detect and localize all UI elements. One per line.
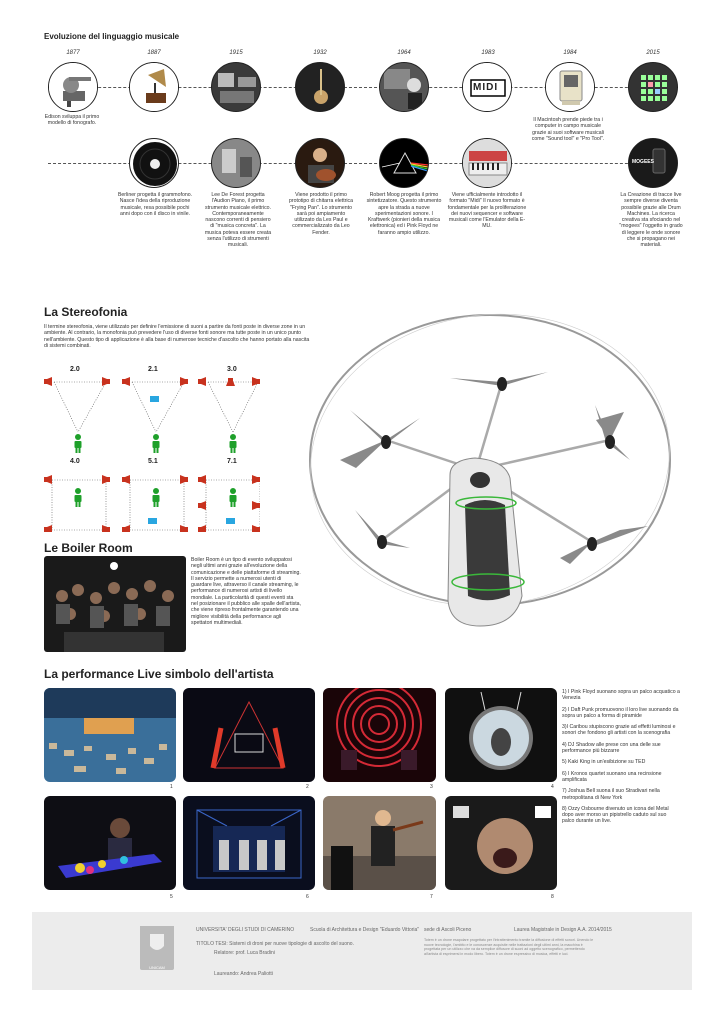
- dark-side-prism-image: [379, 138, 429, 188]
- footer-degree: Laurea Magistrale in Design A.A. 2014/2015: [514, 927, 612, 933]
- footer-abstract: Totem è un drone esapolare progettato per l'intrattenimento tramite la diffusione di effetti sonori. Unendo le nuove tecnologie, l'ambito e le conoscenze acquisite nelle trattazioni degli ultimi anni, la macchina è progettata per un utilizzo che va da semplice diffusore di suoni ad oggetto scenografico, permettendo all'artista di esprimersi in modo libero. Totem è un drone espressivo di musica, effetti e luci.: [424, 938, 594, 956]
- live-item: 3)I Caribou stupiscono grazie ad effetti luminosi e sonori che fondono gli artisti con la scenografia: [562, 724, 676, 737]
- emulator-image: [462, 138, 512, 188]
- caption-1887: Berliner progetta il grammofono. Nasce l'idea della riproduzione musicale, resa possibile pochi anni dopo con il disco in vinile.: [117, 192, 193, 217]
- live-photo-2: [183, 688, 315, 782]
- footer-student: Laureando: Andrea Paliotti: [214, 971, 273, 977]
- photo-number-1: 1: [170, 784, 173, 790]
- live-photo-7: [323, 796, 436, 890]
- config-7-1: 7.1: [227, 458, 237, 465]
- drum-machine-image: [628, 62, 678, 112]
- totem-drone-render: [300, 300, 690, 640]
- caption-1964: Robert Moog progetta il primo sintetizzatore. Questo strumento apre la strada a nuove sperimentazioni sonore. I Kraftwerk (pionieri della musica elettronica) ed i Pink Floyd ne faranno ampio utilizzo.: [366, 192, 442, 236]
- caption-1915: Lee De Forest progetta l'Audion Piano, il primo strumento musicale elettrico. Contemporaneamente nascono correnti di pensiero di "musica concreta". La musica poteva essere creata senza l'utilizzo di strumenti musicali.: [204, 192, 272, 249]
- live-photo-6: [183, 796, 315, 890]
- speaker-diagrams: [40, 362, 260, 532]
- year-1964: 1964: [397, 50, 411, 56]
- live-item: 2) I Daft Punk promuovono il loro live suonando da sopra un palco a forma di piramide: [562, 706, 679, 719]
- live-item-list: [562, 689, 680, 830]
- caption-1984: Il Macintosh prende piede tra i computer in campo musicale grazie ai suoi software musicali come "Sound tool" e "Pro Tool".: [531, 117, 605, 142]
- university-logo: [140, 926, 174, 970]
- photo-number-7: 7: [430, 894, 433, 900]
- live-title: La performance Live simbolo dell'artista: [44, 667, 274, 681]
- audion-piano-image: [211, 62, 261, 112]
- moog-image: [379, 62, 429, 112]
- macintosh-image: [545, 62, 595, 112]
- guitarist-image: [295, 138, 345, 188]
- year-1887: 1887: [147, 50, 161, 56]
- footer-school: Scuola di Architettura e Design "Eduardo Vittoria": [310, 927, 420, 933]
- live-item: 5) Kaki King in un'esibizione su TED: [562, 759, 646, 766]
- live-item: 6) I Kronos quartet suonano una recinsione amplificata: [562, 770, 662, 783]
- mogees-image: [628, 138, 678, 188]
- live-photo-3: [323, 688, 436, 782]
- frying-pan-guitar-image: [295, 62, 345, 112]
- vinyl-image: [129, 138, 179, 188]
- boiler-title: Le Boiler Room: [44, 541, 133, 555]
- phonograph-image: [48, 62, 98, 112]
- midi-logo-image: [462, 62, 512, 112]
- config-4-0: 4.0: [70, 458, 80, 465]
- live-photo-5: [44, 796, 176, 890]
- live-item: 1) I Pink Floyd suonano sopra un palco acquatico a Venezia: [562, 689, 680, 702]
- year-2015: 2015: [646, 50, 660, 56]
- config-2-1: 2.1: [148, 366, 158, 373]
- live-photo-1: [44, 688, 176, 782]
- stereo-title: La Stereofonia: [44, 305, 128, 319]
- photo-number-8: 8: [551, 894, 554, 900]
- boiler-text: Boiler Room è un tipo di evento sviluppatosi negli ultimi anni grazie all'evoluzione della comunicazione e delle piattaforme di streaming. Il servizio permette a numerosi utenti di guardare live, attraverso il canale streaming, le performance di numerosi artisti di livello mondiale. La particolarità di questi eventi sta nel posizionare il pubblico alle spalle dell'artista, che viene ripreso frontalmente garantendo una migliore visibilità della performance agli spettatori multimediali.: [191, 557, 301, 626]
- caption-1877: Edison sviluppa il primo modello di fonografo.: [44, 114, 100, 127]
- footer-advisor: Relatore: prof. Luca Bradini: [214, 950, 275, 956]
- live-item: 7) Joshua Bell suona il suo Stradivari nella metropolitana di New York: [562, 788, 660, 801]
- audion-circuit-image: [211, 138, 261, 188]
- timeline-title: Evoluzione del linguaggio musicale: [44, 32, 180, 41]
- footer-seat: sede di Ascoli Piceno: [424, 927, 472, 933]
- footer-university: UNIVERSITA' DEGLI STUDI DI CAMERINO: [196, 927, 295, 933]
- caption-1983: Viene ufficialmente introdotto il formato "Midi" Il nuovo formato è fondamentale per la proliferazione dei nuovi sequencer e software musicali come l'Emulator della E-MU.: [447, 192, 527, 230]
- live-photo-4: [445, 688, 557, 782]
- footer-thesis: TITOLO TESI: Sistemi di droni per nuove tipologie di ascolto del suono.: [196, 941, 354, 947]
- config-2-0: 2.0: [70, 366, 80, 373]
- university-logo-label: UNICAM: [149, 965, 165, 970]
- year-1984: 1984: [563, 50, 577, 56]
- year-1915: 1915: [229, 50, 243, 56]
- year-1932: 1932: [313, 50, 327, 56]
- mogees-label: MOGEES: [632, 159, 654, 165]
- midi-logo-text: MIDI: [473, 82, 499, 93]
- photo-number-5: 5: [170, 894, 173, 900]
- photo-number-4: 4: [551, 784, 554, 790]
- year-1983: 1983: [481, 50, 495, 56]
- year-1877: 1877: [66, 50, 80, 56]
- gramophone-image: [129, 62, 179, 112]
- live-item: 8) Ozzy Osbourne divenuto un icona del Metal dopo aver morso un pipistrello caduto sul suo palco durante un live.: [562, 805, 669, 825]
- config-3-0: 3.0: [227, 366, 237, 373]
- photo-number-3: 3: [430, 784, 433, 790]
- boiler-room-photo: [44, 556, 186, 652]
- live-item: 4) DJ Shadow alle prese con una delle sue performance più bizzarre: [562, 741, 661, 755]
- caption-2015: La Creazione di tracce live sempre diverse diventa possibile grazie alle Drum Machines. La ricerca creativa sta sfociando nel "mogees" l'oggetto in grado di leggere le onde sonore che si propagano nei materiali.: [619, 192, 683, 249]
- photo-number-2: 2: [306, 784, 309, 790]
- config-5-1: 5.1: [148, 458, 158, 465]
- caption-1932: Viene prodotto il primo prototipo di chitarra elettrica "Frying Pan". Lo strumento sarà poi ampiamento utilizzato da Les Paul e commercializzato da Leo Fender.: [288, 192, 353, 236]
- live-photo-8: [445, 796, 557, 890]
- stereo-intro: Il termine stereofonia, viene utilizzato per definire l'emissione di suoni a partire da fonti poste in diverse zone in un ambiente. Al contrario, la monofonia può prevedere l'uso di diverse fonti sonore ma tutte poste in un unico punto nell'ambiente. Questo tipo di applicazione è alla base di numerose tecniche d'ascolto che hanno portato alla nascita di sistemi combinati.: [44, 324, 310, 349]
- photo-number-6: 6: [306, 894, 309, 900]
